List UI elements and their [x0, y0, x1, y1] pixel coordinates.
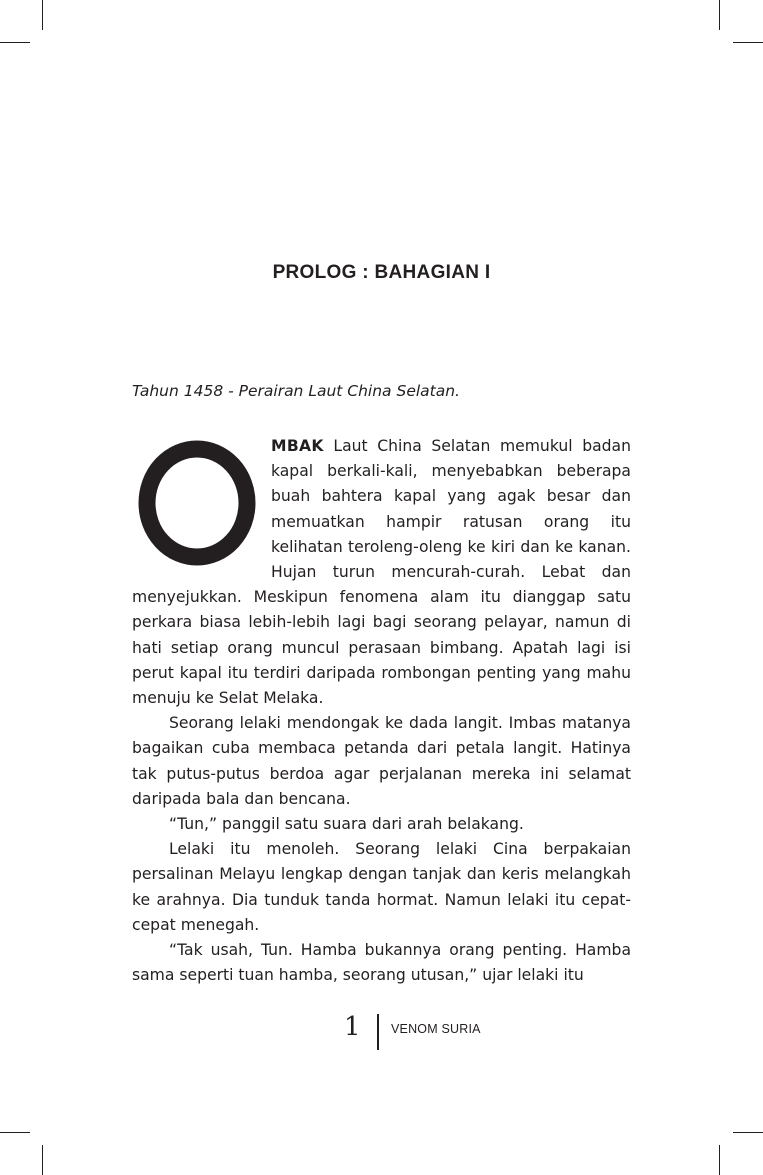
crop-mark-top-left-vertical [42, 0, 43, 30]
lead-word: MBAK [271, 437, 324, 455]
paragraph-2: Seorang lelaki mendongak ke dada langit. Imbas matanya bagaikan cuba membaca petanda dari petala langit. Hatinya tak putus-putus berdoa agar perjalanan mereka ini selamat daripada bala dan bencana. [132, 714, 631, 808]
paragraph-5: “Tak usah, Tun. Hamba bukannya orang penting. Hamba sama seperti tuan hamba, seorang utusan,” ujar lelaki itu [132, 941, 631, 985]
page-footer [0, 1010, 763, 1050]
crop-mark-top-left-horizontal [0, 42, 30, 43]
crop-mark-top-right-horizontal [733, 42, 763, 43]
dropcap [136, 440, 262, 566]
footer-divider [377, 1014, 379, 1050]
paragraph-4: Lelaki itu menoleh. Seorang lelaki Cina berpakaian persalinan Melayu lengkap dengan tanjak dan keris melangkah ke arahnya. Dia tunduk tanda hormat. Namun lelaki itu cepat-cepat menegah. [132, 840, 631, 934]
chapter-title: PROLOG : BAHAGIAN I [272, 262, 491, 283]
page-number: 1 [344, 1012, 361, 1042]
crop-mark-bottom-left-horizontal [0, 1132, 30, 1133]
body-text [132, 434, 631, 988]
chapter-subtitle: Tahun 1458 - Perairan Laut China Selatan. [132, 382, 460, 400]
paragraph-1 [132, 434, 631, 711]
paragraph-1-text: Laut China Selatan memukul badan kapal berkali-kali, menyebabkan beberapa buah bahtera kapal yang agak besar dan memuatkan hampir ratusan orang itu kelihatan teroleng-oleng ke kiri dan ke kanan. Hujan turun mencurah-curah. Lebat dan menyejukkan. Meskipun fenomena alam itu dianggap satu perkara biasa lebih-lebih lagi bagi seorang pelayar, namun di hati setiap orang muncul perasaan bimbang. Apatah lagi isi perut kapal itu terdiri daripada rombongan penting yang mahu menuju ke Selat Melaka. [132, 437, 631, 708]
crop-mark-top-right-vertical [719, 0, 720, 30]
running-book-title: VENOM SURIA [391, 1022, 481, 1036]
crop-mark-bottom-left-vertical [42, 1145, 43, 1175]
crop-mark-bottom-right-vertical [719, 1145, 720, 1175]
crop-mark-bottom-right-horizontal [733, 1132, 763, 1133]
paragraph-3: “Tun,” panggil satu suara dari arah belakang. [169, 815, 524, 834]
dropcap-o-glyph [136, 440, 262, 566]
